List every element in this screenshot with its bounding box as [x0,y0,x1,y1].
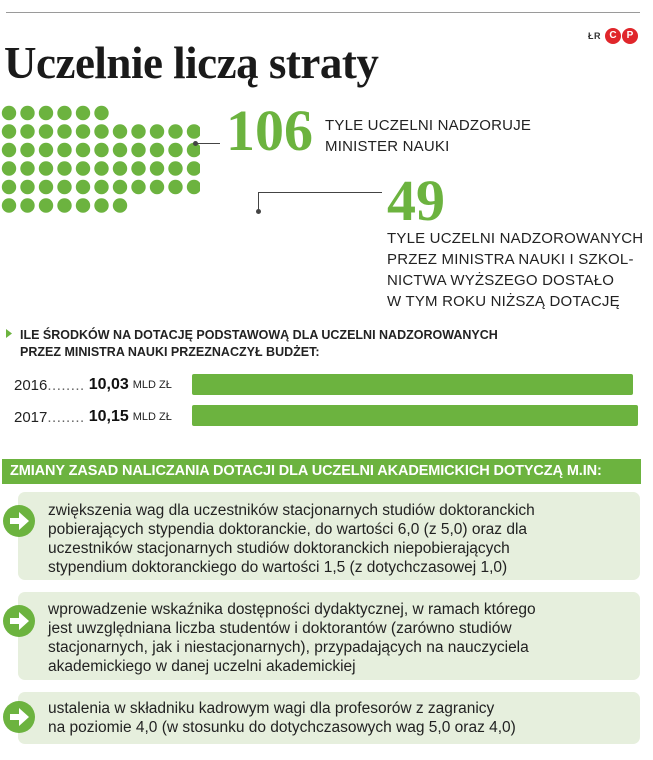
budget-year: 2017 [14,408,48,426]
change-line: jest uwzględniana liczba studentów i doktorantów (zarówno studiów [48,620,512,637]
change-item-2 [18,592,640,680]
green-circle-right-arrow-icon [2,700,36,734]
pictogram-dot [2,198,16,212]
stat-49-line: W TYM ROKU NIŻSZĄ DOTACJĘ [387,293,620,310]
pictogram-dot [39,143,53,157]
top-rule [6,12,640,13]
stat-106-description: TYLE UCZELNI NADZORUJE MINISTER NAUKI [325,117,532,155]
change-line: pobierających stypendia doktoranckie, do wartości 6,0 (z 5,0) oraz dla [48,521,528,538]
budget-question [6,327,626,361]
pictogram-dot [39,180,53,194]
credit [588,28,638,44]
pictogram-dot [57,143,71,157]
stat-49-line: TYLE UCZELNI NADZOROWANYCH [387,230,644,247]
pictogram-dot [150,161,164,175]
budget-question-line: PRZEZ MINISTRA NAUKI PRZEZNACZYŁ BUDŻET: [20,345,320,359]
pictogram-dot [76,161,90,175]
pictogram-dot [39,124,53,138]
pictogram-dot [39,161,53,175]
pictogram-dot [150,180,164,194]
pictogram-dot [168,143,182,157]
pictogram-dot [57,180,71,194]
pictogram-dot [168,180,182,194]
budget-unit: MLD ZŁ [132,379,172,391]
change-item-3 [18,692,640,744]
pictogram-dot [39,198,53,212]
pictogram-dot [20,106,34,120]
change-line: na poziomie 4,0 (w stosunku do dotychczasowych wag 5,0 oraz 4,0) [48,719,516,736]
pictogram-dot [2,106,16,120]
pictogram-dot [131,143,145,157]
changes-header: ZMIANY ZASAD NALICZANIA DOTACJI DLA UCZELNI AKADEMICKICH DOTYCZĄ M.IN: [2,459,641,484]
stat-106-number: 106 [226,98,313,163]
leader-dots: ........ [47,408,85,426]
pictogram-dot [2,143,16,157]
pictogram-dot [76,180,90,194]
pictogram-dot [131,124,145,138]
pictogram-dot [187,180,200,194]
publisher-logo: C P [605,28,638,44]
pictogram-dot [150,143,164,157]
budget-value: 10,15 [88,408,129,425]
budget-row-2016 [14,372,172,398]
stat-49-line: NICTWA WYŻSZEGO DOSTAŁO [387,272,615,289]
dot-pictogram [0,100,200,300]
pictogram-dot [131,161,145,175]
stat-49-number: 49 [387,168,445,233]
change-item-text [48,699,516,737]
stat-49-line: PRZEZ MINISTRA NAUKI I SZKOL- [387,251,634,268]
pictogram-dot [57,198,71,212]
pictogram-dot [94,161,108,175]
pictogram-dot [39,106,53,120]
pictogram-dot [20,198,34,212]
page-title: Uczelnie liczą straty [4,38,379,88]
pictogram-dot [76,106,90,120]
pictogram-dot [94,198,108,212]
pictogram-dot [168,161,182,175]
stat-49-description [387,228,649,312]
budget-question-line: ILE ŚRODKÓW NA DOTACJĘ PODSTAWOWĄ DLA UCZELNI NADZOROWANYCH [20,328,498,342]
connector-dot-106 [193,141,198,146]
change-item-text [48,501,535,577]
pictogram-dot [94,143,108,157]
pictogram-dot [2,180,16,194]
pictogram-dot [113,161,127,175]
pictogram-dot [168,124,182,138]
pictogram-dot [94,106,108,120]
pictogram-dot [57,106,71,120]
change-line: stypendium doktoranckiego do wartości 1,5 (z dotychczasowej 1,0) [48,559,508,576]
change-line: wprowadzenie wskaźnika dostępności dydaktycznej, w ramach którego [48,601,536,618]
change-line: ustalenia w składniku kadrowym wagi dla profesorów z zagranicy [48,700,495,717]
pictogram-dot [57,161,71,175]
green-triangle-bullet-icon [6,329,12,338]
green-circle-right-arrow-icon [2,604,36,638]
pictogram-dot [131,180,145,194]
pictogram-dot [20,124,34,138]
change-line: uczestników stacjonarnych studiów doktoranckich niepobierających [48,540,510,557]
pictogram-dot [187,124,200,138]
pictogram-dot [113,124,127,138]
leader-dots: ........ [47,376,85,394]
pictogram-dot [94,124,108,138]
pictogram-dot [94,180,108,194]
connector-line-49-h [258,192,382,193]
pictogram-dot [76,198,90,212]
change-item-1 [18,492,640,580]
author-initials: ŁR [588,31,601,41]
change-item-text [48,600,536,676]
green-circle-right-arrow-icon [2,504,36,538]
change-line: akademickiego w danej uczelni akademickiej [48,658,356,675]
pictogram-dot [2,124,16,138]
budget-unit: MLD ZŁ [132,411,172,423]
connector-dot-49 [256,209,261,214]
pictogram-dot [150,124,164,138]
budget-row-2017 [14,404,172,430]
pictogram-dot [113,143,127,157]
budget-bar-2017 [192,405,638,426]
pictogram-dot [113,180,127,194]
budget-year: 2016 [14,376,48,394]
pictogram-dot [20,143,34,157]
change-line: stacjonarnych, jak i niestacjonarnych), przypadających na nauczyciela [48,639,529,656]
pictogram-dot [113,198,127,212]
budget-bar-2016 [192,374,633,395]
pictogram-dot [76,124,90,138]
pictogram-dot [57,124,71,138]
pictogram-dot [187,161,200,175]
change-line: zwiększenia wag dla uczestników stacjonarnych studiów doktoranckich [48,502,535,519]
pictogram-dot [20,161,34,175]
budget-value: 10,03 [88,376,129,393]
pictogram-dot [20,180,34,194]
connector-line-106 [196,143,220,144]
pictogram-dot [76,143,90,157]
pictogram-dot [2,161,16,175]
